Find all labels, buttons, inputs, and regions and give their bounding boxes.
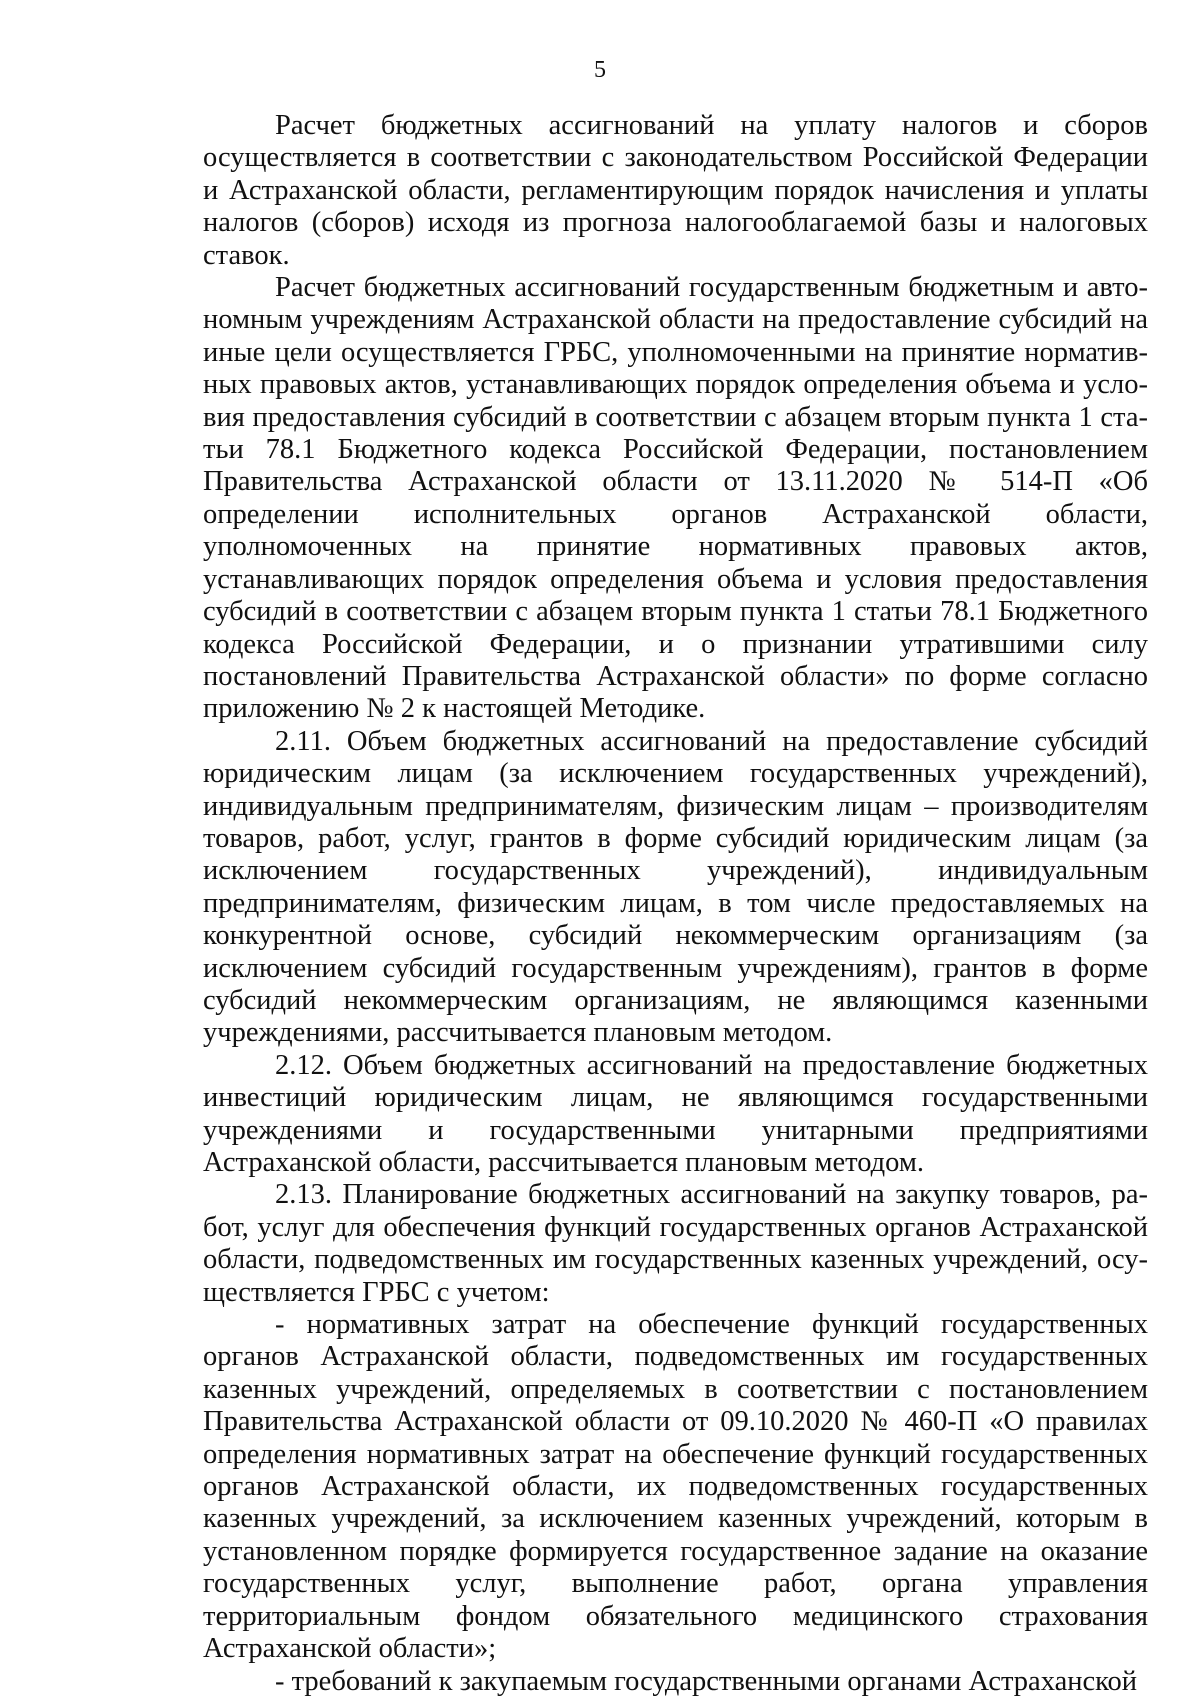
document-body [203, 110, 1148, 1698]
paragraph-2-13: 2.13. Планирование бюджетных ассигнований на закупку товаров, работ, услуг для обеспечения функций государственных органов Астраханской области, подведомственных им государственных казенных учреждений, осуществляется ГРБС с учетом: [203, 1179, 1148, 1308]
paragraph-tax-calculation: Расчет бюджетных ассигнований на уплату налогов и сборов осуществляется в соответствии с законодательством Российской Федерации и Астраханской области, регламентирующим порядок начисления и уплаты налогов (сборов) исходя из прогноза налогооблагаемой базы и налоговых ставок. [203, 110, 1148, 271]
paragraph-subsidies-other-purposes: Расчет бюджетных ассигнований государственным бюджетным и автономным учреждениям Астраханской области на предоставление субсидий на иные цели осуществляется ГРБС, уполномоченными на принятие нормативных правовых актов, устанавливающих порядок определения объема и условия предоставления субсидий в соответствии с абзацем вторым пункта 1 статьи 78.1 Бюджетного кодекса Российской Федерации, постановлением Правительства Астраханской области от 13.11.2020 № 514-П «Об определении исполнительных органов Астраханской области, уполномоченных на принятие нормативных правовых актов, устанавливающих порядок определения объема и условия предоставления субсидий в соответствии с абзацем вторым пункта 1 статьи 78.1 Бюджетного кодекса Российской Федерации, и о признании утратившими силу постановлений Правительства Астраханской области» по форме согласно приложению № 2 к настоящей Методике. [203, 272, 1148, 725]
paragraph-2-12: 2.12. Объем бюджетных ассигнований на предоставление бюджетных инвестиций юридическим лицам, не являющимся государственными учреждениями и государственными унитарными предприятиями Астраханской области, рассчитывается плановым методом. [203, 1049, 1148, 1178]
page-number: 5 [594, 57, 606, 83]
list-item-requirements: - требований к закупаемым государственными органами Астраханской [275, 1665, 1138, 1697]
paragraph-2-11: 2.11. Объем бюджетных ассигнований на предоставление субсидий юридическим лицам (за исключением государственных учреждений), индивидуальным предпринимателям, физическим лицам – производителям товаров, работ, услуг, грантов в форме субсидий юридическим лицам (за исключением государственных учреждений), индивидуальным предпринимателям, физическим лицам, в том числе предоставляемых на конкурентной основе, субсидий некоммерческим организациям (за исключением субсидий государственным учреждениям), грантов в форме субсидий некоммерческим организациям, не являющимся казенными учреждениями, рассчитывается плановым методом. [203, 725, 1148, 1049]
list-item-normative-costs: - нормативных затрат на обеспечение функций государственных органов Астраханской области, подведомственных им государственных казенных учреждений, определяемых в соответствии с постановлением Правительства Астраханской области от 09.10.2020 № 460-П «О правилах определения нормативных затрат на обеспечение функций государственных органов Астраханской области, их подведомственных государственных казенных учреждений, за исключением казенных учреждений, которым в установленном порядке формируется государственное задание на оказание государственных услуг, выполнение работ, органа управления территориальным фондом обязательного медицинского страхования Астраханской области»; [203, 1309, 1148, 1665]
